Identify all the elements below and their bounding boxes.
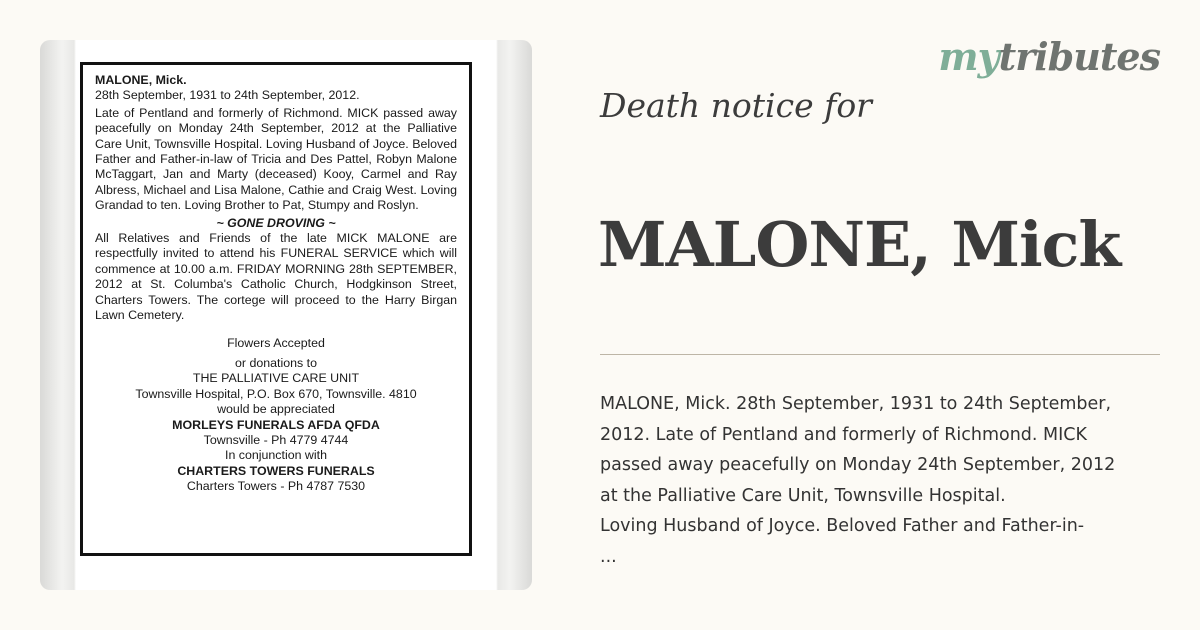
notice-flowers: Flowers Accepted — [227, 335, 325, 350]
newspaper-notice — [80, 62, 472, 556]
notice-address: Townsville Hospital, P.O. Box 670, Townsville. 4810 — [135, 386, 417, 401]
notice-director-1-phone: Townsville - Ph 4779 4744 — [203, 432, 349, 447]
notice-unit: THE PALLIATIVE CARE UNIT — [192, 371, 360, 386]
notice-appreciated: would be appreciated — [217, 402, 335, 417]
notice-body: Late of Pentland and formerly of Richmond. MICK passed away peacefully on Monday 24th September, 2012 at the Palliative Care Unit, Townsville Hospital. Loving Husband of Joyce. Beloved Father and Father-in-law of Tricia and Des Pattel, Robyn Malone McTaggart, Jan and Marty (deceased) Kooy, Carmel and Ray Albress, Michael and Lisa Malone, Cathie and Craig West. Loving Grandad to ten. Loving Brother to Pat, Stumpy and Roslyn. — [95, 105, 457, 213]
notice-gone-droving: ~ GONE DROVING ~ — [216, 215, 336, 230]
excerpt-line: at the Palliative Care Unit, Townsville Hospital. — [600, 485, 1006, 506]
notice-director-2-phone: Charters Towers - Ph 4787 7530 — [186, 479, 366, 494]
excerpt-line: Loving Husband of Joyce. Beloved Father and Father-in- — [600, 516, 1085, 536]
mytributes-logo[interactable] — [938, 34, 1160, 79]
page-label: Death notice for — [600, 86, 872, 125]
notice-name: MALONE, Mick. — [95, 73, 187, 87]
notice-image-panel — [40, 40, 532, 590]
notice-director-2: CHARTERS TOWERS FUNERALS — [177, 463, 375, 478]
excerpt-line: passed away peacefully on Monday 24th September, 2012 — [600, 455, 1116, 475]
notice-donations: or donations to — [235, 355, 317, 370]
logo-my: my — [938, 34, 999, 79]
excerpt-line: 2012. Late of Pentland and formerly of Richmond. MICK — [600, 424, 1087, 445]
page-title: MALONE, Mick — [598, 208, 1121, 281]
notice-dates: 28th September, 1931 to 24th September, 2012. — [95, 88, 360, 103]
logo-tributes: tributes — [998, 34, 1160, 79]
excerpt-line: MALONE, Mick. 28th September, 1931 to 24th September, — [600, 394, 1112, 414]
notice-excerpt — [600, 389, 1190, 572]
notice-conjunction: In conjunction with — [225, 448, 327, 463]
notice-director-1: MORLEYS FUNERALS AFDA QFDA — [172, 417, 380, 432]
notice-funeral-details: All Relatives and Friends of the late MICK MALONE are respectfully invited to attend his FUNERAL SERVICE which will commence at 10.00 a.m. FRIDAY MORNING 28th SEPTEMBER, 2012 at St. Columba's Catholic Church, Hodgkinson Street, Charters Towers. The cortege will proceed to the Harry Birgan Lawn Cemetery. — [95, 231, 457, 323]
divider — [600, 354, 1160, 355]
excerpt-line: ... — [600, 546, 617, 567]
